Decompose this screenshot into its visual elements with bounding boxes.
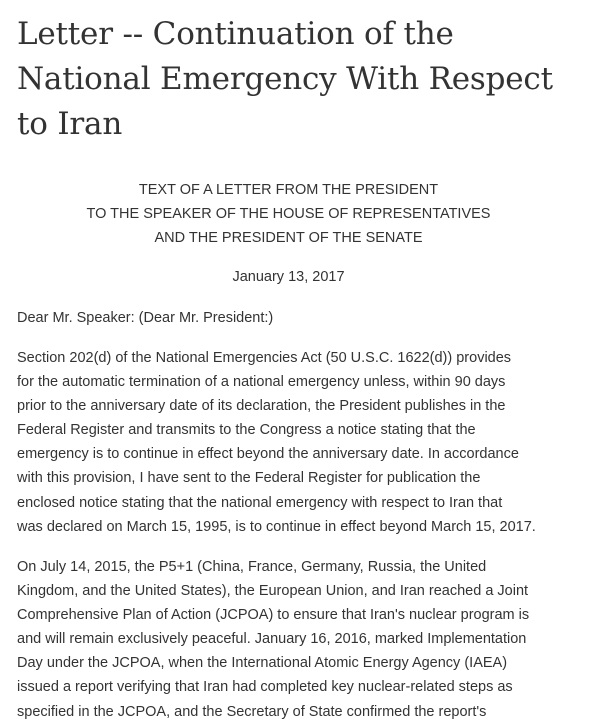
- paragraph-1: [17, 346, 592, 539]
- paragraph-line: Comprehensive Plan of Action (JCPOA) to ensure that Iran's nuclear program is: [17, 607, 530, 624]
- paragraph-line: and will remain exclusively peaceful. January 16, 2016, marked Implementation: [17, 631, 527, 648]
- paragraph-line: issued a report verifying that Iran had completed key nuclear-related steps as: [17, 679, 513, 696]
- paragraph-line: specified in the JCPOA, and the Secretary of State confirmed the report's: [17, 703, 487, 720]
- paragraph-line: for the automatic termination of a national emergency unless, within 90 days: [17, 374, 506, 391]
- paragraph-line: Federal Register and transmits to the Congress a notice stating that the: [17, 422, 476, 439]
- letter-date: January 13, 2017: [232, 269, 345, 285]
- paragraph-line: prior to the anniversary date of its declaration, the President publishes in the: [17, 398, 506, 415]
- paragraph-line: On July 14, 2015, the P5+1 (China, France, Germany, Russia, the United: [17, 559, 487, 575]
- paragraph-line: Day under the JCPOA, when the International Atomic Energy Agency (IAEA): [17, 655, 508, 672]
- paragraph-line: with this provision, I have sent to the Federal Register for publication the: [17, 470, 481, 487]
- title-line: to Iran: [17, 106, 123, 142]
- heading-line: TO THE SPEAKER OF THE HOUSE OF REPRESENTATIVES: [86, 206, 491, 222]
- paragraph-line: Kingdom, and the United States), the European Union, and Iran reached a Joint: [17, 583, 529, 600]
- title-line: Letter -- Continuation of the: [17, 16, 454, 52]
- heading-line: AND THE PRESIDENT OF THE SENATE: [154, 230, 423, 246]
- paragraph-line: enclosed notice stating that the national emergency with respect to Iran that: [17, 494, 503, 511]
- title-line: National Emergency With Respect: [17, 61, 553, 97]
- paragraph-line: was declared on March 15, 1995, is to continue in effect beyond March 15, 2017.: [17, 518, 536, 535]
- salutation: Dear Mr. Speaker: (Dear Mr. President:): [17, 310, 274, 326]
- heading-line: TEXT OF A LETTER FROM THE PRESIDENT: [138, 182, 439, 198]
- letter-heading: [0, 178, 577, 250]
- page-title: [17, 12, 587, 147]
- paragraph-line: emergency is to continue in effect beyond the anniversary date. In accordance: [17, 446, 519, 463]
- paragraph-2: [17, 555, 592, 721]
- paragraph-line: Section 202(d) of the National Emergencies Act (50 U.S.C. 1622(d)) provides: [17, 350, 512, 366]
